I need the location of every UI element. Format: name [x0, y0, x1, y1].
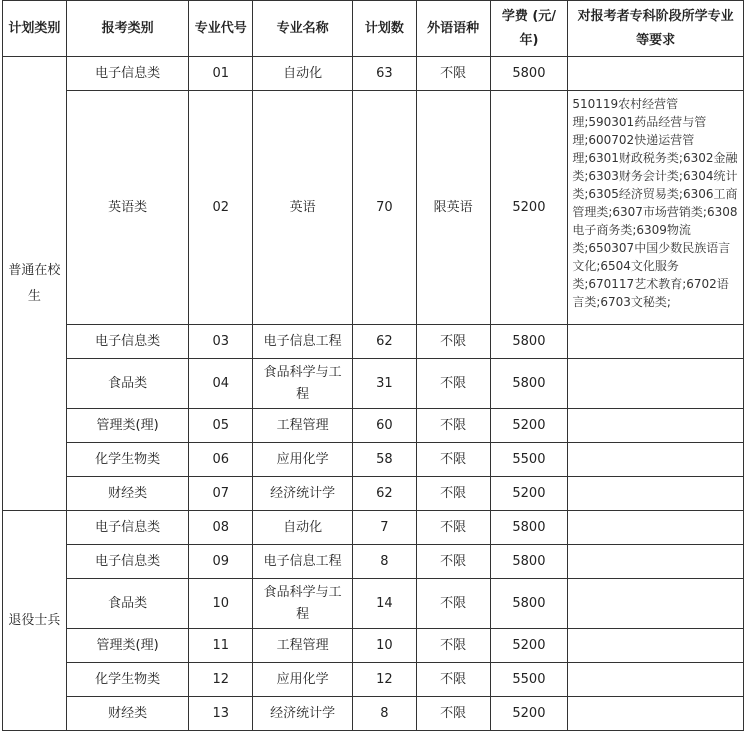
- tuition-cell: 5500: [490, 663, 568, 697]
- foreign-language-cell: 不限: [416, 443, 490, 477]
- requirements-cell: [568, 511, 744, 545]
- major-code-cell: 11: [189, 629, 253, 663]
- requirements-cell: [568, 697, 744, 731]
- exam-type-cell: 财经类: [66, 477, 189, 511]
- major-code-cell: 10: [189, 579, 253, 629]
- table-row: [3, 545, 744, 579]
- table-row: [3, 57, 744, 91]
- requirements-cell: [568, 359, 744, 409]
- exam-type-cell: 食品类: [66, 359, 189, 409]
- requirements-cell: [568, 663, 744, 697]
- header-exam-type: 报考类别: [66, 1, 189, 57]
- major-code-cell: 09: [189, 545, 253, 579]
- exam-type-cell: 英语类: [66, 91, 189, 325]
- foreign-language-cell: 不限: [416, 545, 490, 579]
- major-name-cell: 电子信息工程: [253, 545, 353, 579]
- requirements-cell: 510119农村经营管理;590301药品经营与管理;600702快递运营管理;6301财政税务类;6302金融类;6303财务会计类;6304统计类;6305经济贸易类;6306工商管理类;6307市场营销类;6308电子商务类;6309物流类;650307中国少数民族语言文化;6504文化服务类;670117艺术教育;6702语言类;6703文秘类;: [568, 91, 744, 325]
- tuition-cell: 5200: [490, 477, 568, 511]
- requirements-cell: [568, 443, 744, 477]
- major-name-cell: 食品科学与工程: [253, 359, 353, 409]
- major-code-cell: 13: [189, 697, 253, 731]
- requirements-cell: [568, 477, 744, 511]
- foreign-language-cell: 不限: [416, 359, 490, 409]
- plan-category-cell: 退役士兵: [3, 511, 67, 731]
- plan-count-cell: 8: [352, 697, 416, 731]
- exam-type-cell: 食品类: [66, 579, 189, 629]
- major-name-cell: 经济统计学: [253, 477, 353, 511]
- tuition-cell: 5800: [490, 545, 568, 579]
- requirements-cell: [568, 545, 744, 579]
- exam-type-cell: 财经类: [66, 697, 189, 731]
- tuition-cell: 5500: [490, 443, 568, 477]
- foreign-language-cell: 不限: [416, 663, 490, 697]
- exam-type-cell: 管理类(理): [66, 409, 189, 443]
- table-row: [3, 325, 744, 359]
- foreign-language-cell: 不限: [416, 409, 490, 443]
- tuition-cell: 5800: [490, 359, 568, 409]
- table-row: [3, 477, 744, 511]
- major-name-cell: 自动化: [253, 511, 353, 545]
- foreign-language-cell: 不限: [416, 57, 490, 91]
- major-name-cell: 食品科学与工程: [253, 579, 353, 629]
- tuition-cell: 5800: [490, 325, 568, 359]
- major-code-cell: 02: [189, 91, 253, 325]
- major-name-cell: 工程管理: [253, 409, 353, 443]
- table-row: [3, 443, 744, 477]
- foreign-language-cell: 不限: [416, 325, 490, 359]
- exam-type-cell: 电子信息类: [66, 545, 189, 579]
- header-major-name: 专业名称: [253, 1, 353, 57]
- foreign-language-cell: 不限: [416, 629, 490, 663]
- major-name-cell: 应用化学: [253, 443, 353, 477]
- header-tuition: 学费 (元/年): [490, 1, 568, 57]
- requirements-cell: [568, 579, 744, 629]
- foreign-language-cell: 不限: [416, 477, 490, 511]
- major-code-cell: 05: [189, 409, 253, 443]
- header-requirements: 对报考者专科阶段所学专业等要求: [568, 1, 744, 57]
- header-plan-category: 计划类别: [3, 1, 67, 57]
- plan-count-cell: 63: [352, 57, 416, 91]
- exam-type-cell: 化学生物类: [66, 663, 189, 697]
- table-row: [3, 91, 744, 325]
- tuition-cell: 5200: [490, 629, 568, 663]
- plan-count-cell: 14: [352, 579, 416, 629]
- header-foreign-language: 外语语种: [416, 1, 490, 57]
- plan-count-cell: 12: [352, 663, 416, 697]
- requirements-cell: [568, 409, 744, 443]
- tuition-cell: 5800: [490, 57, 568, 91]
- plan-count-cell: 62: [352, 477, 416, 511]
- plan-count-cell: 60: [352, 409, 416, 443]
- tuition-cell: 5800: [490, 579, 568, 629]
- major-name-cell: 英语: [253, 91, 353, 325]
- table-row: [3, 359, 744, 409]
- requirements-cell: [568, 629, 744, 663]
- major-name-cell: 应用化学: [253, 663, 353, 697]
- foreign-language-cell: 不限: [416, 511, 490, 545]
- exam-type-cell: 电子信息类: [66, 511, 189, 545]
- requirements-cell: [568, 57, 744, 91]
- table-row: [3, 579, 744, 629]
- table-row: [3, 511, 744, 545]
- exam-type-cell: 化学生物类: [66, 443, 189, 477]
- major-code-cell: 03: [189, 325, 253, 359]
- table-body: [3, 57, 744, 731]
- major-code-cell: 04: [189, 359, 253, 409]
- table-row: [3, 663, 744, 697]
- foreign-language-cell: 限英语: [416, 91, 490, 325]
- exam-type-cell: 电子信息类: [66, 57, 189, 91]
- admission-plan-table: [2, 0, 744, 731]
- table-row: [3, 697, 744, 731]
- major-code-cell: 07: [189, 477, 253, 511]
- major-name-cell: 经济统计学: [253, 697, 353, 731]
- tuition-cell: 5200: [490, 697, 568, 731]
- major-code-cell: 12: [189, 663, 253, 697]
- major-name-cell: 自动化: [253, 57, 353, 91]
- plan-count-cell: 31: [352, 359, 416, 409]
- plan-count-cell: 62: [352, 325, 416, 359]
- exam-type-cell: 管理类(理): [66, 629, 189, 663]
- plan-count-cell: 58: [352, 443, 416, 477]
- tuition-cell: 5800: [490, 511, 568, 545]
- plan-count-cell: 70: [352, 91, 416, 325]
- major-name-cell: 工程管理: [253, 629, 353, 663]
- tuition-cell: 5200: [490, 409, 568, 443]
- plan-count-cell: 8: [352, 545, 416, 579]
- header-major-code: 专业代号: [189, 1, 253, 57]
- foreign-language-cell: 不限: [416, 697, 490, 731]
- requirements-cell: [568, 325, 744, 359]
- foreign-language-cell: 不限: [416, 579, 490, 629]
- header-row: [3, 1, 744, 57]
- major-code-cell: 08: [189, 511, 253, 545]
- table-row: [3, 629, 744, 663]
- plan-count-cell: 7: [352, 511, 416, 545]
- plan-count-cell: 10: [352, 629, 416, 663]
- tuition-cell: 5200: [490, 91, 568, 325]
- major-code-cell: 06: [189, 443, 253, 477]
- major-name-cell: 电子信息工程: [253, 325, 353, 359]
- plan-category-cell: 普通在校生: [3, 57, 67, 511]
- exam-type-cell: 电子信息类: [66, 325, 189, 359]
- header-plan-count: 计划数: [352, 1, 416, 57]
- table-row: [3, 409, 744, 443]
- major-code-cell: 01: [189, 57, 253, 91]
